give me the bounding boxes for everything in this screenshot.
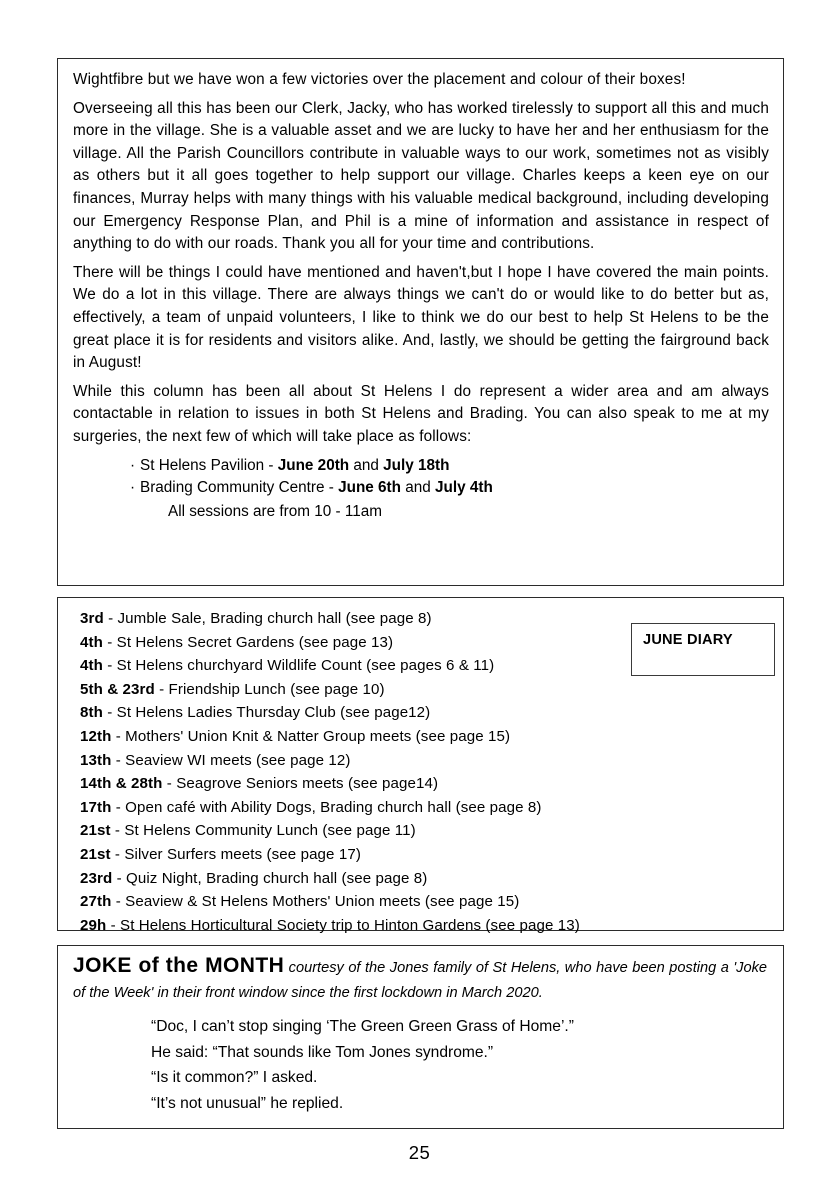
diary-row [80,772,783,796]
june-diary-box [57,597,784,934]
surgery-date-1: June 20th [277,456,350,474]
june-diary-title: JUNE DIARY [643,632,733,648]
diary-description: Friendship Lunch (see page 10) [168,680,385,698]
june-diary-content [58,598,783,937]
diary-row [80,867,783,891]
diary-date: 8th [80,704,103,722]
diary-separator: - [112,869,127,887]
diary-date: 21st [80,822,111,840]
joke-heading-paragraph [73,954,767,1005]
diary-description: St Helens Secret Gardens (see page 13) [116,633,394,651]
diary-separator: - [102,704,117,722]
joke-of-the-month-box [57,945,784,1129]
diary-separator: - [102,633,117,651]
diary-description: Seaview & St Helens Mothers' Union meets (see page 15) [125,893,520,911]
paragraph-clerk-thanks: Overseeing all this has been our Clerk, Jacky, who has worked tirelessly to support all this and much more in the village. She is a valuable asset and we are lucky to have her and her enthusiasm for the village. All the Parish Councillors contribute in valuable ways to our work, sometimes not as visibly as others but it all goes together to help support our village. Charles keeps a keen eye on our finances, Murray helps with many things with his valuable medical background, including developing our Emergency Response Plan, and Phil is a mine of information and assistance in respect of anything to do with our roads. Thank you all for your time and contributions. [73,99,769,253]
june-diary-title-box [631,623,775,676]
bullet-icon: · [130,456,136,474]
diary-separator: - [154,680,169,698]
joke-content [58,946,783,1116]
diary-row [80,819,783,843]
diary-separator: - [162,775,177,793]
diary-separator: - [106,916,121,934]
diary-separator: - [111,893,126,911]
diary-date: 4th [80,633,103,651]
diary-row [80,796,783,820]
joke-line: “Is it common?” I asked. [151,1069,318,1087]
joke-line: “Doc, I can’t stop singing ‘The Green Green Grass of Home’.” [151,1018,574,1035]
joke-lines [73,1014,767,1116]
diary-description: St Helens Ladies Thursday Club (see page12) [116,704,431,722]
diary-date: 23rd [80,869,113,887]
surgery-item-pavilion [58,455,783,478]
surgery-sessions-note: All sessions are from 10 - 11am [168,503,382,521]
diary-date: 12th [80,727,112,745]
page-number: 25 [408,1142,431,1163]
surgery-venue: St Helens Pavilion - [140,456,278,474]
joke-line: “It’s not unusual” he replied. [151,1094,344,1112]
joke-title: JOKE of the MONTH [73,954,285,977]
surgery-conjunction: and [401,479,436,497]
diary-row [80,701,783,725]
diary-date: 29h [80,916,107,934]
diary-separator: - [110,845,125,863]
joke-credit: courtesy of the Jones family of St Helens, who have been posting a 'Joke of the Week' in their front window since the first lockdown in March 2020. [73,960,768,1001]
diary-date: 14th & 28th [80,775,163,793]
diary-separator: - [111,727,126,745]
diary-row [80,890,783,914]
diary-date: 17th [80,798,112,816]
diary-description: Silver Surfers meets (see page 17) [124,845,361,863]
diary-row [80,843,783,867]
surgery-conjunction: and [349,456,384,474]
parish-column-box [57,58,784,586]
diary-row [80,914,783,938]
surgery-item-brading [58,477,783,500]
surgery-date-1: June 6th [338,479,401,497]
diary-date: 13th [80,751,112,769]
bullet-icon: · [130,479,136,497]
diary-row [80,678,783,702]
diary-separator: - [111,798,126,816]
surgery-venue: Brading Community Centre - [140,479,339,497]
parish-column-content [58,59,783,523]
diary-description: St Helens churchyard Wildlife Count (see pages 6 & 11) [116,657,495,675]
diary-date: 3rd [80,610,104,627]
diary-description: Seagrove Seniors meets (see page14) [176,775,439,793]
diary-date: 5th & 23rd [80,680,155,698]
diary-description: Quiz Night, Brading church hall (see page 8) [126,869,428,887]
diary-description: Open café with Ability Dogs, Brading church hall (see page 8) [125,798,542,816]
diary-separator: - [111,751,126,769]
paragraph-surgeries-intro: While this column has been all about St Helens I do represent a wider area and am always contactable in relation to issues in both St Helens and Brading. You can also speak to me at my surgeries, the next few of which will take place as follows: [73,382,769,445]
diary-date: 27th [80,893,112,911]
diary-separator: - [103,610,118,627]
diary-description: Jumble Sale, Brading church hall (see page 8) [117,610,432,627]
diary-separator: - [102,657,117,675]
paragraph-wightfibre: Wightfibre but we have won a few victories over the placement and colour of their boxes! [73,71,686,88]
diary-date: 4th [80,657,103,675]
surgery-date-2: July 4th [435,479,493,497]
diary-description: St Helens Community Lunch (see page 11) [124,822,416,840]
diary-description: St Helens Horticultural Society trip to Hinton Gardens (see page 13) [120,916,580,934]
diary-row [80,749,783,773]
diary-date: 21st [80,845,111,863]
diary-row [80,725,783,749]
diary-description: Seaview WI meets (see page 12) [125,751,351,769]
surgery-list [58,455,783,524]
paragraph-village-summary: There will be things I could have mentioned and haven't,but I hope I have covered the main points. We do a lot in this village. There are always things we can't do or would like to do better but as, effectively, a team of unpaid volunteers, I like to think we do our best to help St Helens to be the great place it is for residents and visitors alike. And, lastly, we should be getting the fairground back in August! [73,263,769,372]
surgery-date-2: July 18th [383,456,450,474]
diary-description: Mothers' Union Knit & Natter Group meets (see page 15) [125,727,511,745]
joke-line: He said: “That sounds like Tom Jones syndrome.” [151,1043,494,1061]
diary-separator: - [110,822,125,840]
